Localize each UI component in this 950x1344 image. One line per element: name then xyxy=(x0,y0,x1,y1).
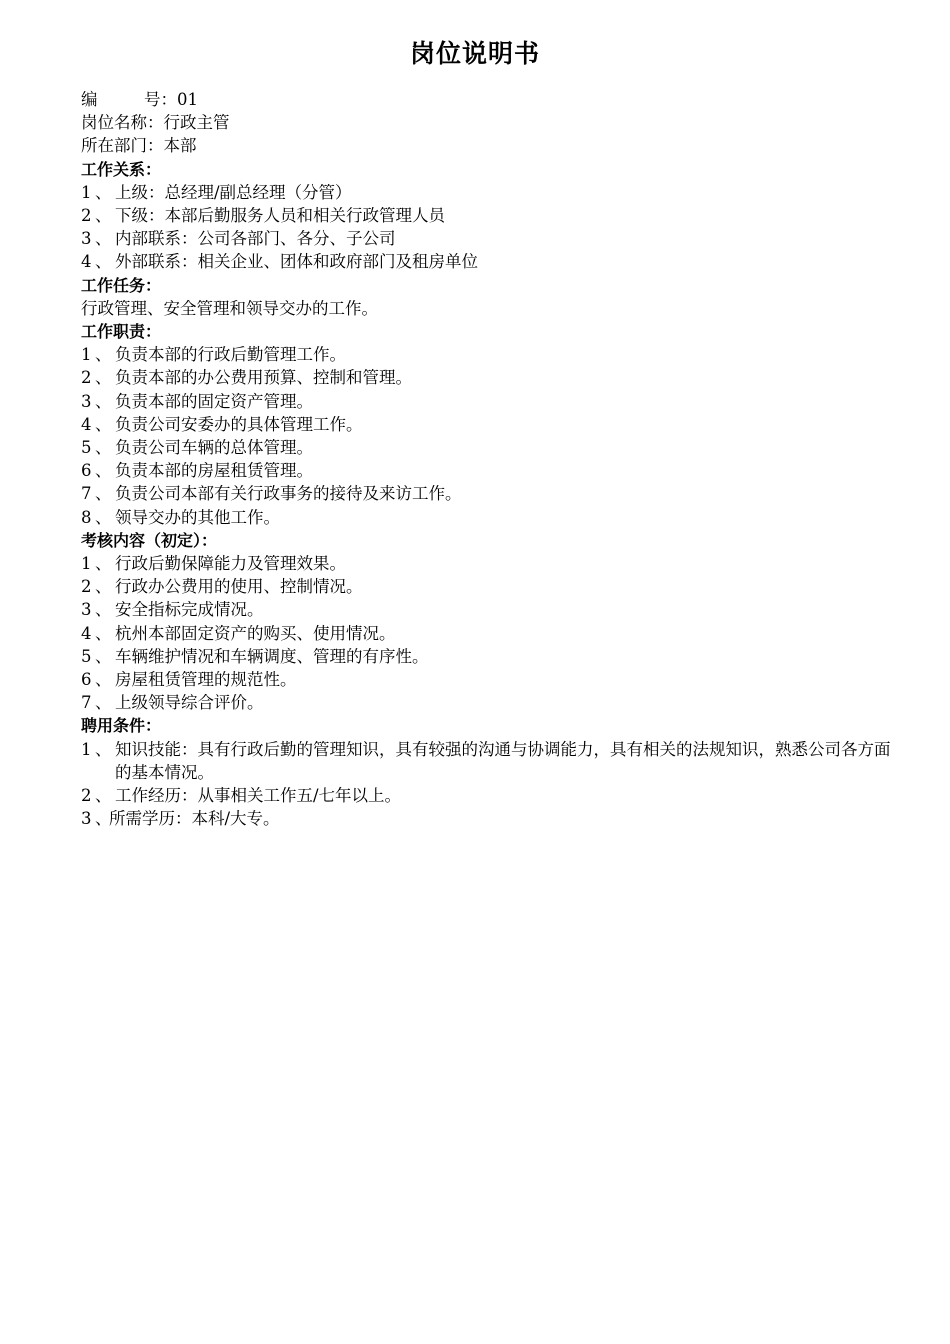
list-item: 2 、 负责本部的办公费用预算、控制和管理。 xyxy=(81,368,412,388)
list-item: 1 、 负责本部的行政后勤管理工作。 xyxy=(81,345,346,365)
field-position-name-value: 行政主管 xyxy=(163,113,230,133)
list-item: 4 、 负责公司安委办的具体管理工作。 xyxy=(81,414,363,434)
list-item: 1 、 上级：总经理/副总经理（分管） xyxy=(81,182,352,202)
list-item: 4 、 外部联系：相关企业、团体和政府部门及租房单位 xyxy=(81,252,478,272)
list-item: 2 、 行政办公费用的使用、控制情况。 xyxy=(81,577,363,597)
list-item: 1 、 行政后勤保障能力及管理效果。 xyxy=(81,554,346,574)
document-body xyxy=(81,88,891,831)
section-heading-assessment: 考核内容（初定）： xyxy=(81,530,218,550)
field-department xyxy=(81,134,891,157)
field-number xyxy=(81,88,891,111)
list-item: 5 、 负责公司车辆的总体管理。 xyxy=(81,438,313,458)
list-item: 3 、 所需学历：本科/大专。 xyxy=(81,809,280,829)
field-position-name-label: 岗位名称： xyxy=(81,113,164,133)
field-number-label: 编 号： xyxy=(81,90,177,109)
list-item: 5 、 车辆维护情况和车辆调度、管理的有序性。 xyxy=(81,646,429,666)
list-item: 3 、 内部联系：公司各部门、各分、子公司 xyxy=(81,229,396,249)
list-item: 2 、 下级：本部后勤服务人员和相关行政管理人员 xyxy=(81,206,445,226)
list-item: 4 、 杭州本部固定资产的购买、使用情况。 xyxy=(81,623,396,643)
field-department-label: 所在部门： xyxy=(81,136,164,156)
list-item: 7 、 负责公司本部有关行政事务的接待及来访工作。 xyxy=(81,484,462,504)
section-heading-duties: 工作职责： xyxy=(81,322,162,342)
list-item: 7 、 上级领导综合评价。 xyxy=(81,693,264,713)
list-item: 3 、 负责本部的固定资产管理。 xyxy=(81,391,313,411)
tasks-text: 行政管理、安全管理和领导交办的工作。 xyxy=(81,298,378,318)
list-item: 6 、 负责本部的房屋租赁管理。 xyxy=(81,461,313,481)
list-item: 8 、 领导交办的其他工作。 xyxy=(81,507,280,527)
section-heading-hiring: 聘用条件： xyxy=(81,716,162,736)
section-heading-tasks: 工作任务： xyxy=(81,275,162,295)
field-department-value: 本部 xyxy=(163,136,197,156)
page-title: 岗位说明书 xyxy=(409,39,540,68)
list-item: 3 、 安全指标完成情况。 xyxy=(81,600,264,620)
field-number-value: 01 xyxy=(177,90,198,109)
list-item: 1 、 知识技能：具有行政后勤的管理知识，具有较强的沟通与协调能力，具有相关的法规知识，熟悉公司各方面的基本情况。 xyxy=(81,739,891,782)
list-item: 6 、 房屋租赁管理的规范性。 xyxy=(81,670,297,690)
section-heading-relations: 工作关系： xyxy=(81,159,162,179)
field-position-name xyxy=(81,111,891,134)
list-item: 2 、 工作经历：从事相关工作五/七年以上。 xyxy=(81,786,402,806)
